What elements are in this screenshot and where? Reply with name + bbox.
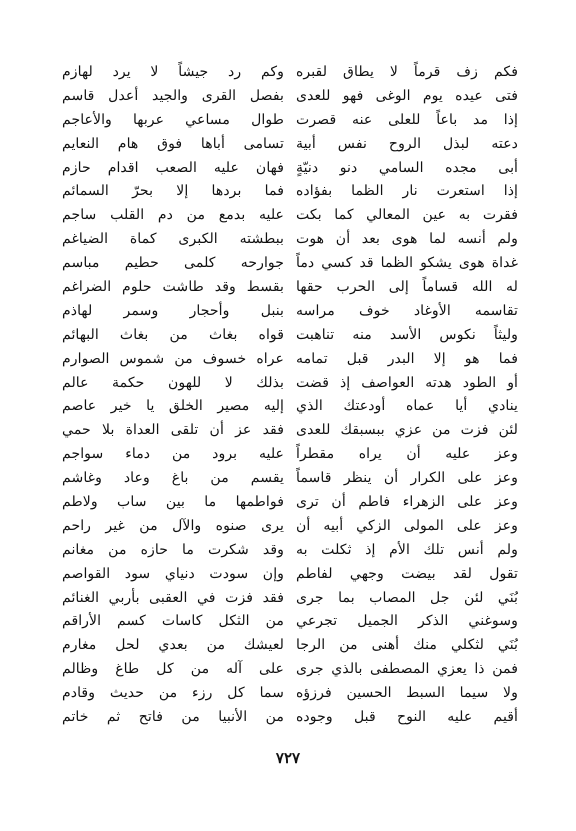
verse-line: لئن فزت من عزي ببسبقك للعدى [296,422,518,439]
verse-line: وإن سودت دنياي سود القواصم [62,565,284,582]
verse-line: بفصل القرى والجيد أعدل قاسم [62,87,284,104]
verse-line: سما كل رزء من حديث وقادم [62,685,284,702]
verse-line: فما بردها إلا بحرّ السمائم [62,183,284,200]
verse-line: بذلك لا للهون حكمة عالم [62,374,284,391]
verse-line: من الأنبيا من فاتح ثم خاتم [62,709,284,726]
verse-line: ببطشته الكبرى كماة الضياغم [62,231,284,248]
verse-line: عراه خسوف من شموس الصوارم [62,350,284,367]
verse-line: عليه برود من دماء سواجم [62,446,284,463]
page-number: ٧٢٧ [275,749,301,767]
verse-line: يرى صنوه والآل من غير راحم [62,517,284,534]
verse-line: وسوغني الذكر الجميل تجرعي [296,613,518,630]
verse-line: فتى عيده يوم الوغى فهو للعدى [296,87,518,104]
verse-line: فواطمها ما بين ساب ولاطم [62,494,284,511]
verse-line: يقسم من باغ وعاد وغاشم [62,470,284,487]
verse-line: فقرت به عين المعالي كما بكت [296,207,518,224]
verse-line: فما هو إلا البدر قبل تمامه [296,350,518,367]
verse-line: تقاسمه الأوغاد خوف مراسه [296,302,518,319]
verse-line: بُنَي لثكلي منك أهنى من الرجا [296,637,518,654]
verse-line: ولم أنسه لما هوى بعد أن هوت [296,231,518,248]
verse-line: وعز على الزهراء فاطم أن ترى [296,494,518,511]
verse-line: فهان عليه الصعب اقدام حازم [62,159,284,176]
verse-line: وعز عليه أن يراه مقطراً [296,446,518,463]
verse-line: تسامى أباها فوق هام النعايم [62,135,284,152]
verse-line: إذا مد باعاً للعلى عنه قصرت [296,111,518,128]
verse-line: إليه مصير الخلق يا خير عاصم [62,398,284,415]
verse-line: أبى مجده السامي دنو دنيّةٍ [296,159,518,176]
verse-line: له الله قساماً إلى الحرب حقها [296,279,518,296]
verse-line: ولا سيما السبط الحسين فرزؤه [296,685,518,702]
verse-line: بُنَي لئن جل المصاب بما جرى [296,589,518,606]
verse-line: بقسط وقد طاشت حلوم الضراغم [62,279,284,296]
verse-line: أو الطود هدته العواصف إذ قضت [296,374,518,391]
verse-line: قواه بغاث من بغاث البهائم [62,326,284,343]
verse-line: أقيم عليه النوح قبل وجوده [296,709,518,726]
verse-line: على آله من كل طاغ وظالم [62,661,284,678]
verse-line: فقد عز أن تلقى العداة بلا حمي [62,422,284,439]
verse-line: بنبل وأحجار وسمر لهاذم [62,302,284,319]
verse-line: ينادي أيا عماه أودعتك الذي [296,398,518,415]
verse-line: دعته لبذل الروح نفس أبية [296,135,518,152]
verse-line: إذا استعرت نار الظما بفؤاده [296,183,518,200]
verse-line: وعز على الكرار أن ينظر قاسماً [296,470,518,487]
verse-line: غداة هوى يشكو الظما قد كسي دماً [296,255,518,272]
verse-line: من الثكل كاسات كسم الأراقم [62,613,284,630]
verse-line: فقد فزت في العقبى بأربي الغنائم [62,589,284,606]
verse-line: عليه بدمع من دم القلب ساجم [62,207,284,224]
verse-line: وليثاً نكوس الأسد منه تناهبت [296,326,518,343]
verse-line: فمن ذا يعزي المصطفى بالذي جرى [296,661,518,678]
poem-column-left [62,61,284,730]
verse-line: وكم رد جيشاً لا يرد لهازم [62,64,284,80]
verse-line: وعز على المولى الزكي أبيه أن [296,517,518,534]
verse-line: طوال مساعي عربها والأعاجم [62,111,284,128]
verse-line: فكم زف قرماً لا يطاق لقبره [296,64,518,80]
verse-line: وقد شكرت ما حازه من مغانم [62,541,284,558]
verse-line: ولم أنس تلك الأم إذ ثكلت به [296,541,518,558]
verse-line: جوارحه كلمى حطيم مباسم [62,255,284,272]
verse-line: لعيشك من بعدي لحل مغارم [62,637,284,654]
poem-column-right [296,61,518,730]
verse-line: تقول لقد بيضت وجهي لفاطم [296,565,518,582]
